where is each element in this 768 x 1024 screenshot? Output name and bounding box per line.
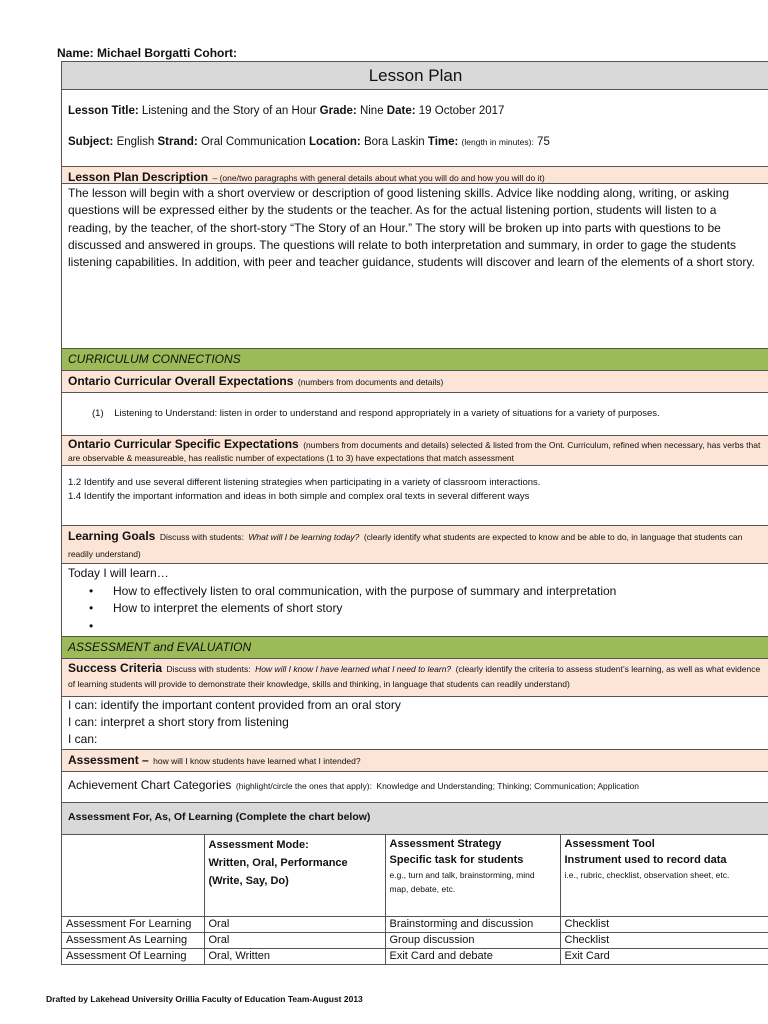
table-row	[62, 917, 768, 933]
table-row	[62, 949, 768, 965]
success-criterion: I can: interpret a short story from listening	[68, 715, 289, 729]
assessment-chart	[62, 835, 768, 964]
table-cell: Exit Card	[560, 949, 768, 965]
table-header-cell: Assessment Strategy Specific task for students e.g., turn and talk, brainstorming, mind map, debate, etc.	[385, 835, 560, 917]
table-cell: Checklist	[560, 933, 768, 949]
overall-expectation-item: (1) Listening to Understand: listen in order to understand and respond appropriately in a variety of situations for a variety of purposes.	[92, 408, 660, 419]
name-cohort-line: Name: Michael Borgatti Cohort:	[57, 46, 238, 60]
learning-goal-item	[89, 618, 763, 635]
subject-line: Subject: English Strand: Oral Communication Location: Bora Laskin Time: (length in minutes): 75	[68, 136, 550, 148]
table-cell: Brainstorming and discussion	[385, 917, 560, 933]
table-header-cell: Assessment Mode: Written, Oral, Performance (Write, Say, Do)	[204, 835, 385, 917]
description-body: The lesson will begin with a short overview or description of good listening skills. Advice like nodding along, writing, or asking questions will be expressed either by the students or the teacher. As for the actual listening portion, students will listen to a reading, by the teacher, of the short-story “The Story of an Hour.” The story will be broken up into parts with questions to be discussed and answered in groups. The questions will relate to both interpretation and summary, in order to gage the students listening capabilities. In addition, with peer and teacher guidance, students will discover and learn of the elements of a short story.	[62, 184, 768, 349]
footer-credit: Drafted by Lakehead University Orillia Faculty of Education Team-August 2013	[46, 994, 363, 1004]
table-header-cell	[62, 835, 204, 917]
specific-expectation-item: 1.4 Identify the important information and ideas in both simple and complex oral texts in several different ways	[68, 491, 530, 502]
table-cell: Group discussion	[385, 933, 560, 949]
table-cell: Checklist	[560, 917, 768, 933]
overall-expectations-heading: Ontario Curricular Overall Expectations (numbers from documents and details)	[62, 371, 768, 393]
lesson-title-line: Lesson Title: Listening and the Story of an Hour Grade: Nine Date: 19 October 2017	[68, 105, 505, 117]
assessment-table-header	[62, 835, 768, 917]
table-cell: Oral	[204, 933, 385, 949]
lesson-info	[62, 90, 768, 167]
description-heading: Lesson Plan Description – (one/two paragraphs with general details about what you will do and how you will do it)	[62, 167, 768, 184]
learning-goal-item: • How to interpret the elements of short story	[89, 600, 763, 618]
assessment-for-as-of-heading: Assessment For, As, Of Learning (Complete the chart below)	[62, 803, 768, 835]
table-cell: Oral, Written	[204, 949, 385, 965]
curriculum-section-title: CURRICULUM CONNECTIONS	[62, 349, 768, 371]
assessment-table	[62, 835, 768, 964]
page-title: Lesson Plan	[62, 62, 768, 90]
learning-goals-body	[62, 564, 768, 637]
success-criteria-body	[62, 697, 768, 750]
success-criterion: I can:	[68, 732, 98, 746]
achievement-chart-categories: Achievement Chart Categories (highlight/circle the ones that apply): Knowledge and Understanding; Thinking; Communication; Application	[62, 772, 768, 803]
table-row	[62, 933, 768, 949]
success-criterion: I can: identify the important content provided from an oral story	[68, 698, 401, 712]
lesson-plan-sheet	[61, 61, 768, 965]
specific-expectation-item: 1.2 Identify and use several different listening strategies when participating in a variety of classroom interactions.	[68, 477, 541, 488]
learning-goals-intro: Today I will learn…	[68, 566, 169, 580]
success-criteria-heading: Success Criteria Discuss with students: How will I know I have learned what I need to learn? (clearly identify the criteria to assess student’s learning, as well as what evidence of learning students will provide to demonstrate their knowledge, skills and thinking, in language that students can readily understand)	[62, 659, 768, 697]
table-cell: Assessment For Learning	[62, 917, 204, 933]
table-cell: Assessment As Learning	[62, 933, 204, 949]
table-cell: Oral	[204, 917, 385, 933]
table-header-cell: Assessment Tool Instrument used to record data i.e., rubric, checklist, observation sheet, etc.	[560, 835, 768, 917]
specific-expectations-body	[62, 466, 768, 526]
learning-goal-item: • How to effectively listen to oral communication, with the purpose of summary and interpretation	[89, 583, 763, 601]
assessment-heading: Assessment – how will I know students have learned what I intended?	[62, 750, 768, 772]
table-cell: Exit Card and debate	[385, 949, 560, 965]
specific-expectations-heading: Ontario Curricular Specific Expectations (numbers from documents and details) selected & listed from the Ont. Curriculum, refined when necessary, has verbs that are observable & measureable, has realistic number of expectations (1 to 3) have expectations that match assessment	[62, 436, 768, 466]
learning-goals-heading: Learning Goals Discuss with students: What will I be learning today? (clearly identify what students are expected to know and be able to do, in language that students can readily understand)	[62, 526, 768, 564]
assessment-section-title: ASSESSMENT and EVALUATION	[62, 637, 768, 659]
table-cell: Assessment Of Learning	[62, 949, 204, 965]
overall-expectations-body	[62, 393, 768, 436]
